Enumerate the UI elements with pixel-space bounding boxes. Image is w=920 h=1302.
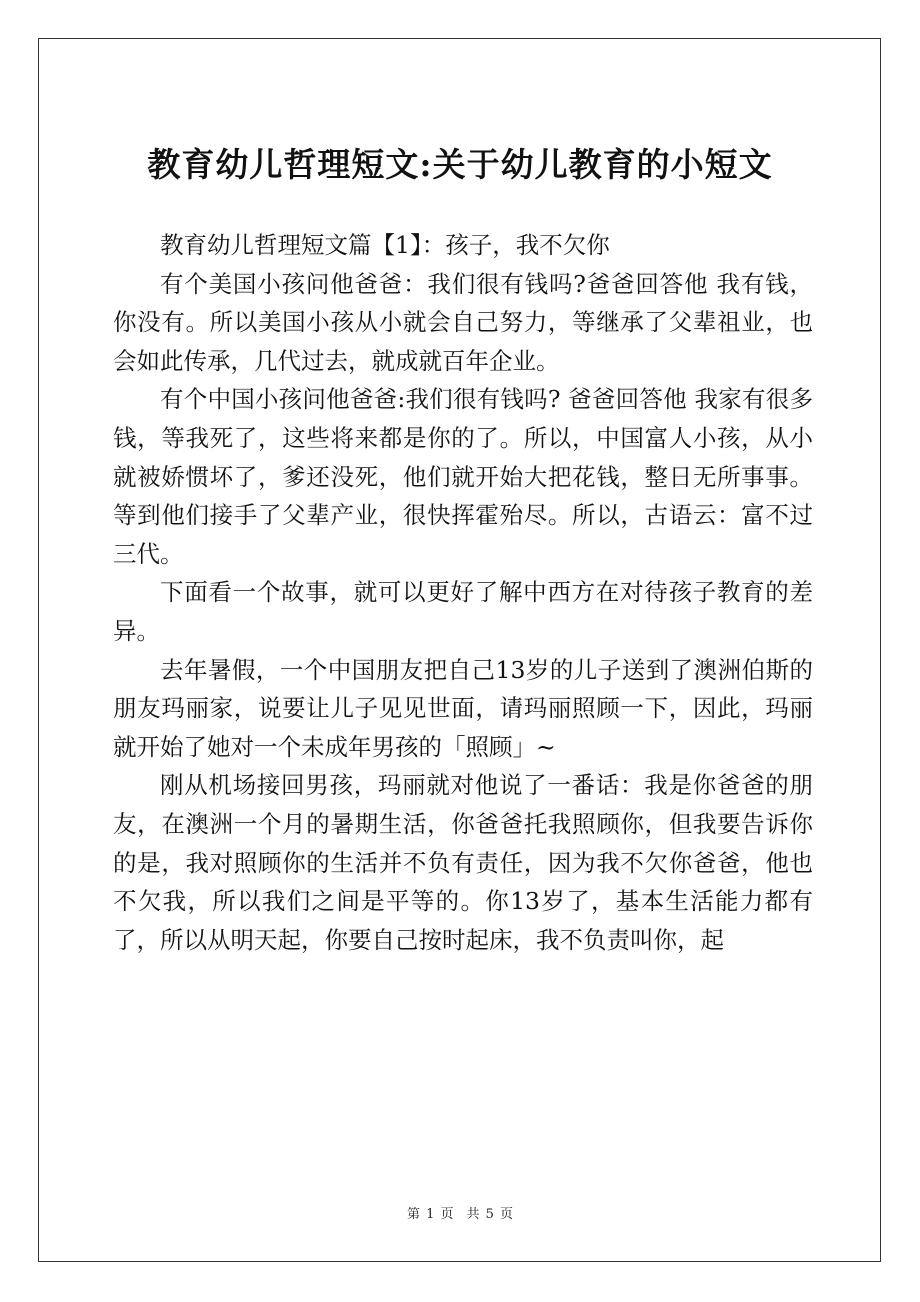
paragraph: 刚从机场接回男孩，玛丽就对他说了一番话：我是你爸爸的朋友，在澳洲一个月的暑期生活，你爸爸托我照顾你，但我要告诉你的是，我对照顾你的生活并不负有责任，因为我不欠你爸爸，他也不欠我，所以我们之间是平等的。你13岁了，基本生活能力都有了，所以从明天起，你要自己按时起床，我不负责叫你，起 (113, 771, 813, 954)
paragraph: 下面看一个故事，就可以更好了解中西方在对待孩子教育的差异。 (113, 578, 813, 645)
paragraph: 教育幼儿哲理短文篇【1】：孩子，我不欠你 (160, 231, 610, 259)
document-body (113, 226, 813, 959)
paragraph: 去年暑假，一个中国朋友把自己13岁的儿子送到了澳洲伯斯的朋友玛丽家，说要让儿子见见世面，请玛丽照顾一下，因此，玛丽就开始了她对一个未成年男孩的「照顾」~ (113, 655, 813, 761)
document-title: 教育幼儿哲理短文:关于幼儿教育的小短文 (147, 145, 773, 184)
paragraph: 有个中国小孩问他爸爸:我们很有钱吗? 爸爸回答他 我家有很多钱，等我死了，这些将来都是你的了。所以，中国富人小孩，从小就被娇惯坏了，爹还没死，他们就开始大把花钱，整日无所事事。等到他们接手了父辈产业，很快挥霍殆尽。所以，古语云：富不过三代。 (113, 385, 813, 568)
page-footer: 第 1 页 共 5 页 (406, 1207, 514, 1222)
paragraph: 有个美国小孩问他爸爸：我们很有钱吗?爸爸回答他 我有钱，你没有。所以美国小孩从小就会自己努力，等继承了父辈祖业，也会如此传承，几代过去，就成就百年企业。 (113, 269, 813, 375)
